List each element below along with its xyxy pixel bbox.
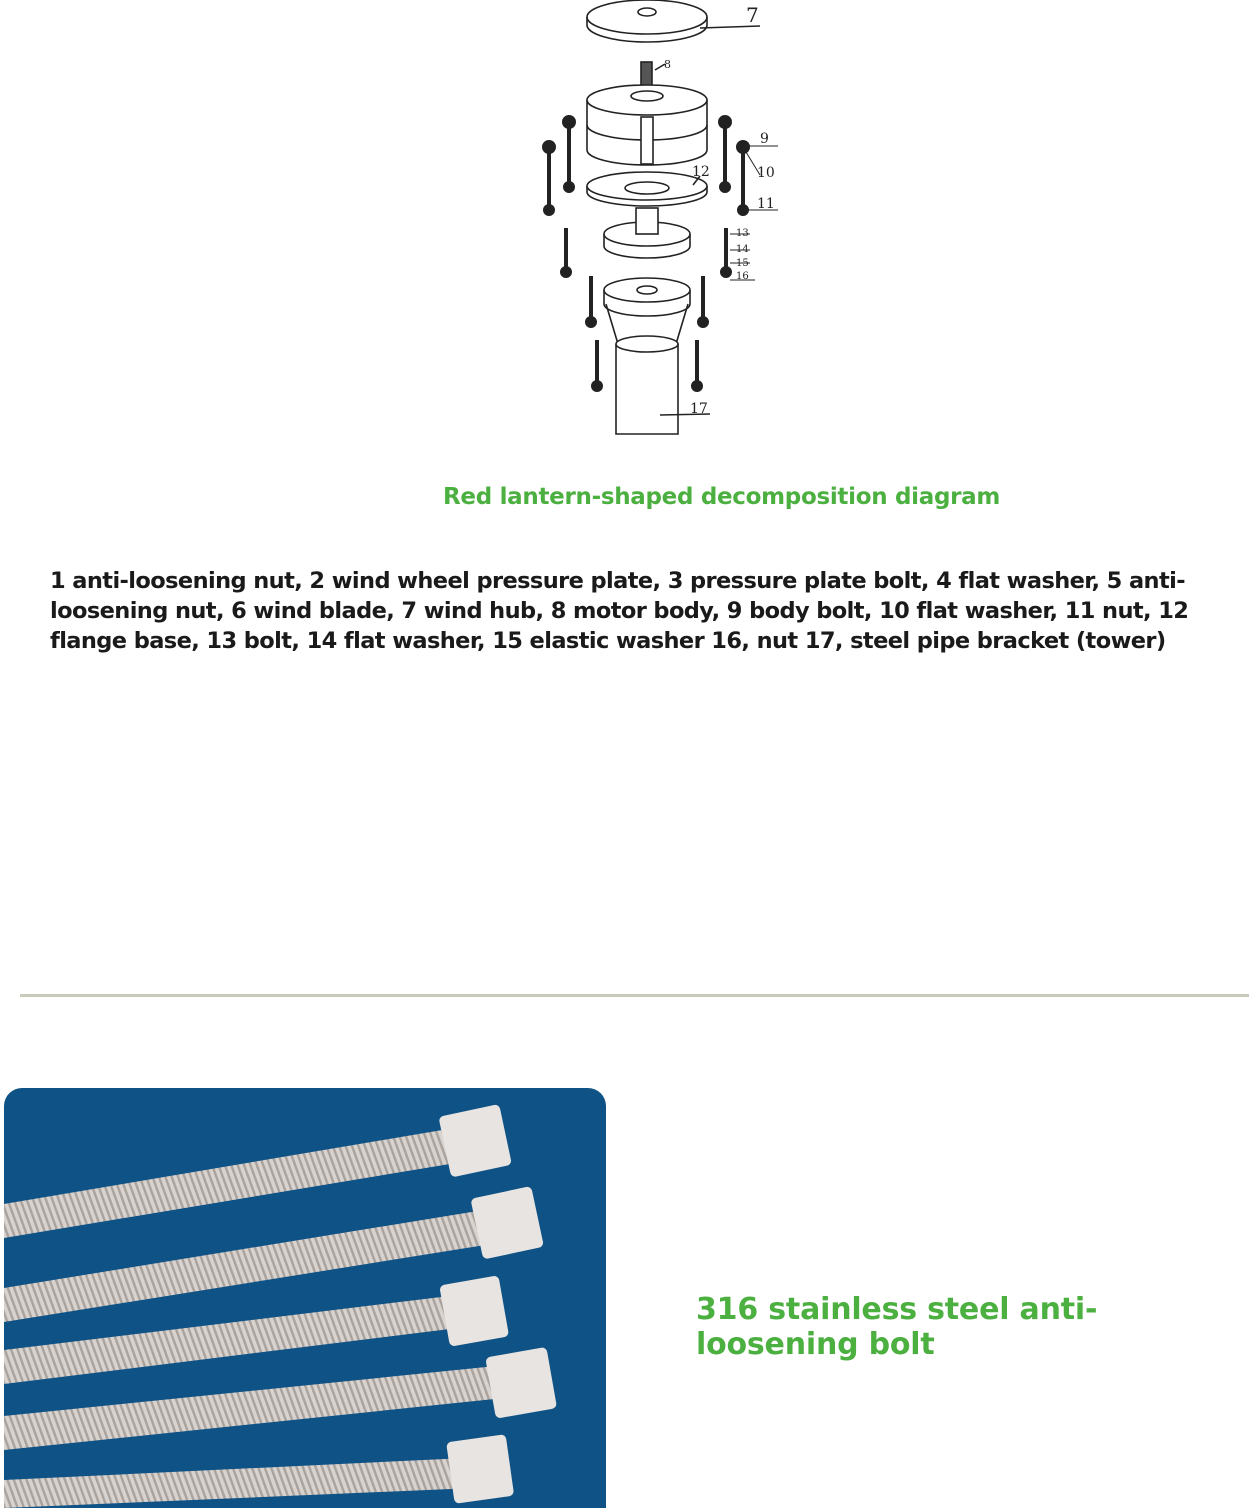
product-title: 316 stainless steel anti-loosening bolt (696, 1292, 1098, 1362)
exploded-diagram (540, 0, 790, 440)
bolt-product-photo (4, 1088, 606, 1508)
diagram-caption: Red lantern-shaped decomposition diagram (443, 484, 1001, 510)
part-label-15: 15 (736, 258, 749, 269)
part-label-11: 11 (757, 196, 775, 212)
bolts-illustration (4, 1088, 606, 1508)
part-label-17: 17 (690, 401, 708, 417)
part-label-16: 16 (736, 271, 749, 282)
part-label-9: 9 (760, 131, 769, 147)
part-label-12: 12 (692, 164, 710, 180)
part-label-14: 14 (736, 244, 749, 255)
parts-legend: 1 anti-loosening nut, 2 wind wheel pressure plate, 3 pressure plate bolt, 4 flat washer, 5 anti-loosening nut, 6 wind blade, 7 wind hub, 8 motor body, 9 body bolt, 10 flat washer, 11 nut, 12 flange base, 13 bolt, 14 flat washer, 15 elastic washer 16, nut 17, steel pipe bracket (tower) (50, 568, 1189, 654)
part-label-10: 10 (757, 165, 775, 181)
part-label-8: 8 (664, 58, 671, 71)
part-label-7: 7 (746, 3, 759, 27)
wind-turbine-exploded-drawing (540, 0, 790, 440)
section-divider (20, 994, 1249, 997)
part-label-13: 13 (736, 228, 749, 239)
